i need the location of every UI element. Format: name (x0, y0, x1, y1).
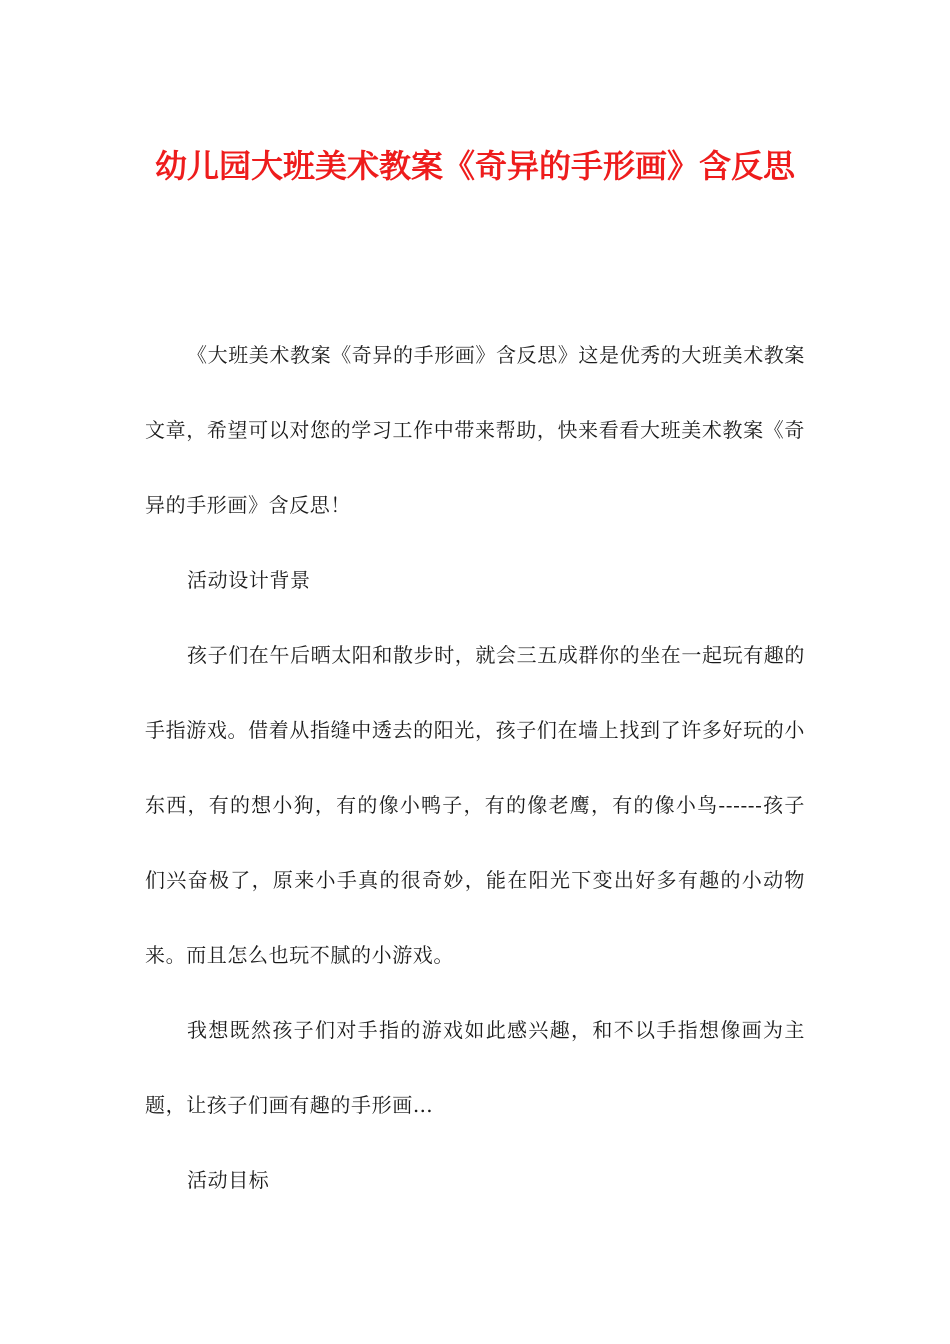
idea-paragraph: 我想既然孩子们对手指的游戏如此感兴趣，和不以手指想像画为主题，让孩子们画有趣的手形画… (145, 1018, 805, 1117)
document-title: 幼儿园大班美术教案《奇异的手形画》含反思 (154, 147, 795, 185)
background-paragraph: 孩子们在午后晒太阳和散步时，就会三五成群你的坐在一起玩有趣的手指游戏。借着从指缝中透去的阳光，孩子们在墙上找到了许多好玩的小东西，有的想小狗，有的像小鸭子，有的像老鹰，有的像小鸟------孩子们兴奋极了，原来小手真的很奇妙，能在阳光下变出好多有趣的小动物来。而且怎么也玩不腻的小游戏。 (145, 643, 805, 967)
section-heading-background: 活动设计背景 (187, 568, 311, 592)
document-body (145, 318, 805, 1218)
intro-paragraph: 《大班美术教案《奇异的手形画》含反思》这是优秀的大班美术教案文章，希望可以对您的学习工作中带来帮助，快来看看大班美术教案《奇异的手形画》含反思！ (145, 343, 805, 517)
section-heading-goals: 活动目标 (187, 1168, 270, 1192)
